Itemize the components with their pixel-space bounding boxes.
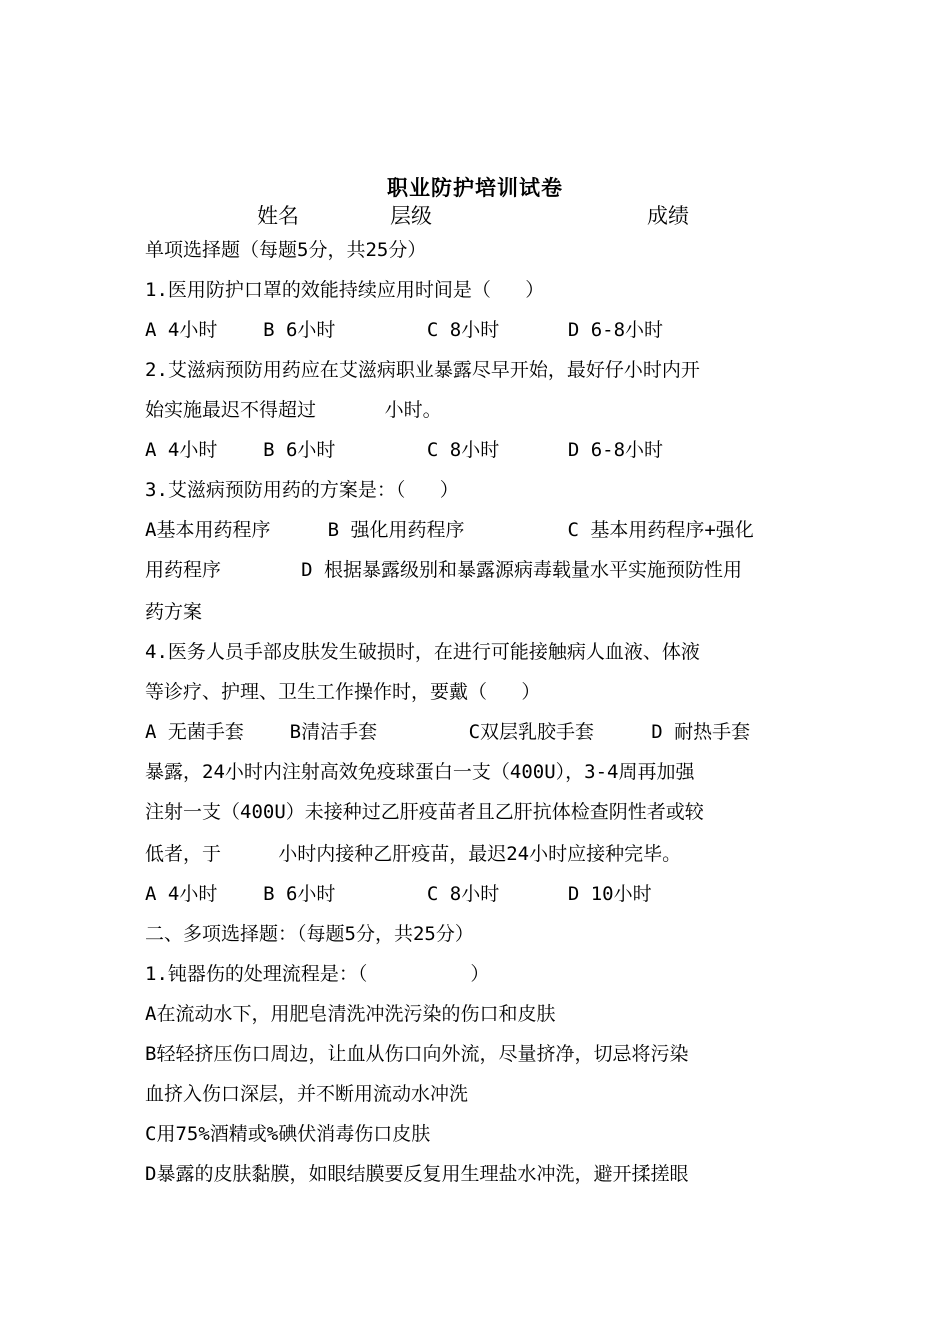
text-line: A基本用药程序 B 强化用药程序 C 基本用药程序+强化 [145,519,754,541]
text-line: C用75%酒精或%碘伏消毒伤口皮肤 [145,1123,431,1145]
text-line: 药方案 [145,601,203,623]
text-line: 4.医务人员手部皮肤发生破损时，在进行可能接触病人血液、体液 [145,641,700,663]
text-line: 1.钝器伤的处理流程是：（ ） [145,963,490,985]
name-label: 姓名 [257,204,299,228]
text-line: 1.医用防护口罩的效能持续应用时间是（ ） [145,279,545,301]
text-line: A 4小时 B 6小时 C 8小时 D 6-8小时 [145,319,664,341]
text-line: 3.艾滋病预防用药的方案是：（ ） [145,479,459,501]
text-line: 等诊疗、护理、卫生工作操作时，要戴（ ） [145,681,541,703]
text-line: 二、多项选择题：（每题5分，共25分） [145,923,474,945]
text-line: A在流动水下，用肥皂清洗冲洗污染的伤口和皮肤 [145,1003,556,1025]
text-line: A 无菌手套 B清洁手套 C双层乳胶手套 D 耐热手套 [145,721,751,743]
text-line: A 4小时 B 6小时 C 8小时 D 6-8小时 [145,439,664,461]
level-label: 层级 [390,204,432,228]
text-line: 单项选择题（每题5分，共25分） [145,239,427,261]
text-line: 暴露，24小时内注射高效免疫球蛋白一支（400U），3-4周再加强 [145,761,695,783]
score-label: 成绩 [647,204,689,228]
text-line: 2.艾滋病预防用药应在艾滋病职业暴露尽早开始，最好仔小时内开 [145,359,700,381]
text-line: 低者，于 小时内接种乙肝疫苗，最迟24小时应接种完毕。 [145,843,682,865]
document-title: 职业防护培训试卷 [387,176,563,200]
text-line: 注射一支（400U）未接种过乙肝疫苗者且乙肝抗体检查阴性者或较 [145,801,704,823]
text-line: 用药程序 D 根据暴露级别和暴露源病毒载量水平实施预防性用 [145,559,742,581]
text-line: 血挤入伤口深层，并不断用流动水冲洗 [145,1083,469,1105]
text-line: D暴露的皮肤黏膜，如眼结膜要反复用生理盐水冲洗，避开揉搓眼 [145,1163,689,1185]
text-line: A 4小时 B 6小时 C 8小时 D 10小时 [145,883,652,905]
text-line: B轻轻挤压伤口周边，让血从伤口向外流，尽量挤净，切忌将污染 [145,1043,689,1065]
text-line: 始实施最迟不得超过 小时。 [145,399,442,421]
